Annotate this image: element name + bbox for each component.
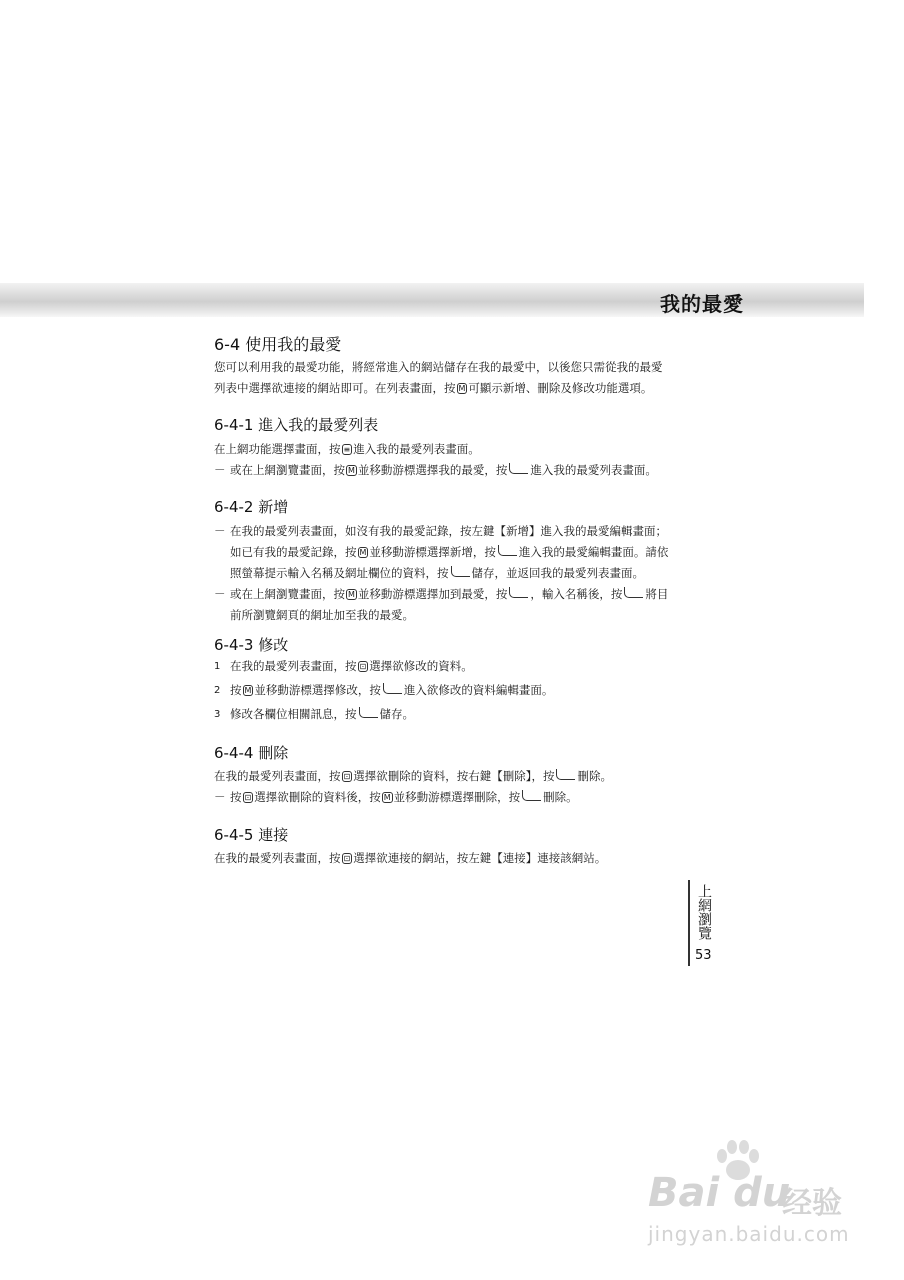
s5-line-1: 在我的最愛列表畫面，按 ⊡ 選擇欲連接的網站，按左鍵【連接】連接該網站。 — [214, 851, 607, 865]
section-6-4-2-body — [214, 521, 694, 626]
section-title-6-4-5: 6-4-5 連接 — [214, 826, 289, 844]
watermark-cn: 经验 — [782, 1186, 842, 1221]
send-key-icon — [509, 463, 528, 474]
page-title: 我的最愛 — [660, 292, 744, 316]
section-title-6-4-1: 6-4-1 進入我的最愛列表 — [214, 416, 379, 434]
intro-line-1: 您可以利用我的最愛功能，將經常進入的網站儲存在我的最愛中，以後您只需從我的最愛 — [214, 360, 663, 374]
watermark-logo: Bai du — [648, 1170, 791, 1216]
s3-item-3: 3 修改各欄位相關訊息，按 儲存。 — [214, 707, 414, 721]
menu-key-icon: M — [458, 384, 466, 393]
section-title-6-4-2: 6-4-2 新增 — [214, 498, 289, 516]
s1-line-2: － 或在上網瀏覽畫面，按 M 並移動游標選擇我的最愛，按 進入我的最愛列表畫面。 — [214, 463, 657, 477]
send-key-icon — [509, 587, 528, 598]
s2-bullet-1: － 在我的最愛列表畫面，如沒有我的最愛記錄，按左鍵【新增】進入我的最愛編輯畫面； 如已有我的最愛記錄，按 M 並移動游標選擇新增，按 進入我的最愛編輯畫面。請依 照螢幕提示輸入名稱及網址欄位的資料，按 儲存，並返回我的最愛列表畫面。 — [214, 524, 669, 580]
chapter-side-tab — [688, 880, 714, 966]
ok-key-icon: ⊡ — [359, 662, 367, 671]
section-6-4-5-body — [214, 848, 694, 869]
send-key-icon — [556, 769, 575, 780]
section-6-4-1-body — [214, 439, 694, 481]
section-title-6-4-3: 6-4-3 修改 — [214, 636, 289, 654]
chapter-label: 上網瀏覽 — [696, 884, 712, 940]
section-title-main: 6-4 使用我的最愛 — [214, 335, 342, 354]
intro-line-2: 列表中選擇欲連接的網站即可。在列表畫面，按 M 可顯示新增、刪除及修改功能選項。 — [214, 381, 653, 395]
section-6-4-4-body — [214, 766, 694, 808]
menu-key-icon: M — [244, 686, 252, 695]
s1-line-1: 在上網功能選擇畫面，按 ≡ 進入我的最愛列表畫面。 — [214, 442, 480, 456]
section-title-6-4-4: 6-4-4 刪除 — [214, 744, 289, 762]
s2-bullet-2: － 或在上網瀏覽畫面，按 M 並移動游標選擇加到最愛，按 ，輸入名稱後，按 將目 前所瀏覽網頁的網址加至我的最愛。 — [214, 587, 669, 622]
send-key-icon — [359, 707, 378, 718]
send-key-icon — [522, 790, 541, 801]
watermark — [640, 1140, 860, 1250]
page-number: 53 — [695, 948, 712, 963]
send-key-icon — [451, 566, 470, 577]
web-key-icon: ≡ — [343, 445, 351, 454]
menu-key-icon: M — [348, 466, 355, 475]
send-key-icon — [383, 683, 402, 694]
ok-key-icon: ⊡ — [244, 793, 252, 802]
s4-line-1: 在我的最愛列表畫面，按 ⊡ 選擇欲刪除的資料，按右鍵【刪除】，按 刪除。 — [214, 769, 612, 783]
s3-item-1: 1 在我的最愛列表畫面，按 ⊡ 選擇欲修改的資料。 — [214, 659, 473, 673]
menu-key-icon: M — [359, 548, 367, 557]
send-key-icon — [624, 587, 643, 598]
ok-key-icon: ⊡ — [343, 854, 351, 863]
watermark-url: jingyan.baidu.com — [648, 1222, 850, 1246]
ok-key-icon: ⊡ — [343, 772, 351, 781]
section-6-4-3-body — [214, 656, 694, 725]
menu-key-icon: M — [383, 793, 391, 802]
intro-paragraph — [214, 357, 694, 399]
menu-key-icon: M — [348, 590, 355, 599]
s3-item-2: 2 按 M 並移動游標選擇修改，按 進入欲修改的資料編輯畫面。 — [214, 683, 554, 697]
s4-line-2: － 按 ⊡ 選擇欲刪除的資料後，按 M 並移動游標選擇刪除，按 刪除。 — [214, 790, 578, 804]
send-key-icon — [498, 545, 517, 556]
